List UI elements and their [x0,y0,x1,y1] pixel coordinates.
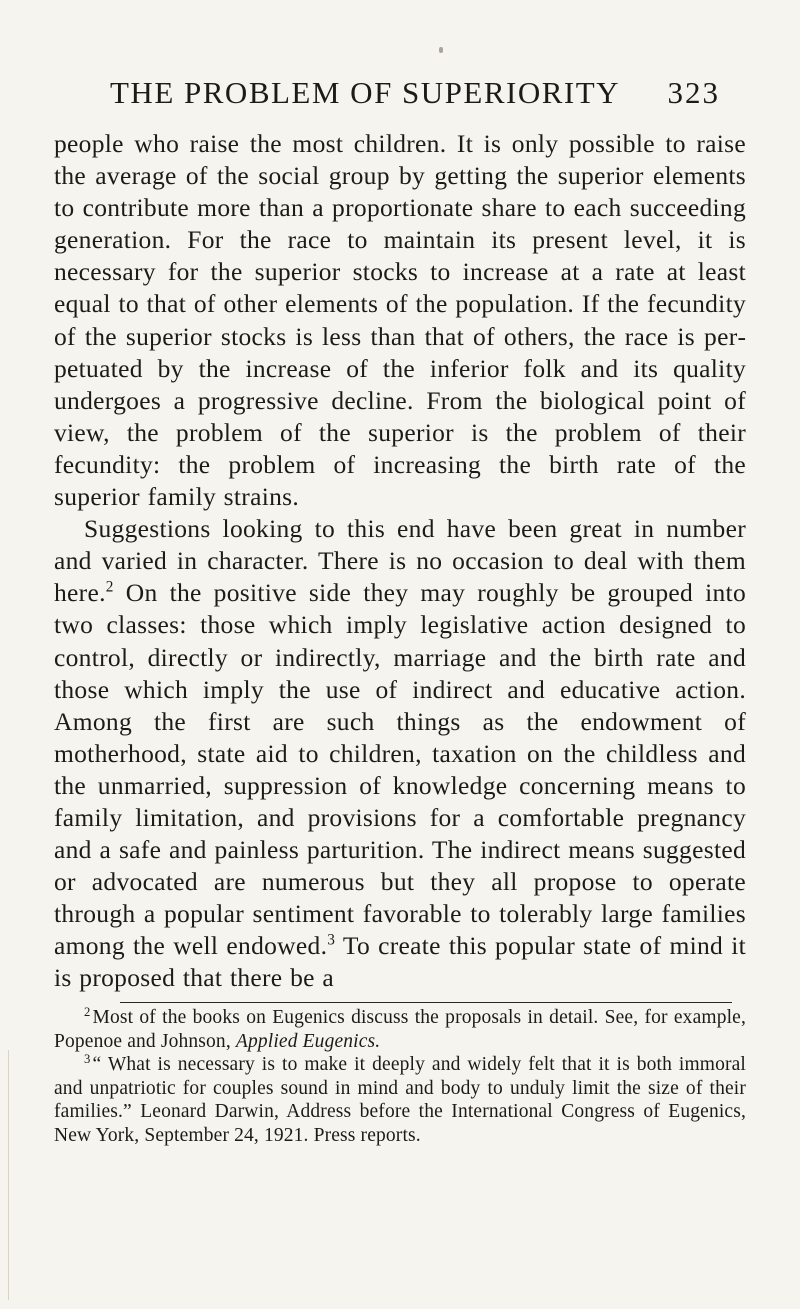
footnote-2-mark: 2 [84,1004,91,1019]
paragraph-1: people who raise the most children. It is only possible to raise the average of the social group by getting the superior elements to contribute more than a proportionate share to each succeeding generation. For the race to maintain its present level, it is necessary for the superior stocks to increase at a rate at least equal to that of other elements of the population. If the fecundity of the superior stocks is less than that of others, the race is perpetuated by the increase of the inferior folk and its quality undergoes a progressive decline. From the biological point of view, the problem of the superior is the problem of their fecundity: the problem of increasing the birth rate of the superior family strains. [54,129,746,512]
ink-speck [439,47,443,53]
paragraph-2-part-1: Suggestions looking to this end have been great in number and varied in character. There is no occasion to deal with them here. [54,514,746,608]
paragraph-2 [54,513,746,994]
footnote-2-book-title: Applied Eugenics. [235,1030,381,1052]
footnote-divider [120,1002,732,1003]
footnotes [54,1002,746,1148]
footnote-3-mark: 3 [84,1051,91,1066]
page-number: 323 [667,75,720,110]
footnote-2-text: Most of the books on Eugenics discuss the proposals in detail. See, for example, Popenoe and Johnson, [54,1007,746,1052]
page-edge-shadow [8,1050,9,1300]
footnote-3 [54,1053,746,1147]
footnote-ref-2: 2 [105,578,114,596]
body-text [54,128,746,995]
paragraph-2-part-2: On the positive side they may roughly be grouped into two classes: those which imply legislative action designed to control, directly or indirectly, marriage and the birth rate and those which imply the use of indirect and educative action. Among the first are such things as the endowment of motherhood, state aid to children, taxation on the childless and the unmarried, suppression of knowledge concerning means to family limitation, and provisions for a comfortable pregnancy and a safe and painless parturition. The indirect means suggested or advocated are numerous but they all propose to operate through a popular sentiment favorable to tolerably large families among the well endowed. [54,578,746,961]
paragraph-2-part-3: To create this popular state of mind it is proposed that there be a [54,931,746,993]
running-head [110,75,720,121]
footnote-ref-3: 3 [327,931,336,949]
footnote-3-text: “ What is necessary is to make it deeply and widely felt that it is both immoral and unpatriotic for couples sound in mind and body to unduly limit the size of their families.” Leonard Darwin, Address before the International Congress of Eugenics, New York, September 24, 1921. Press reports. [54,1054,746,1146]
footnote-2 [54,1006,746,1053]
running-title: THE PROBLEM OF SUPERIORITY [110,75,621,110]
